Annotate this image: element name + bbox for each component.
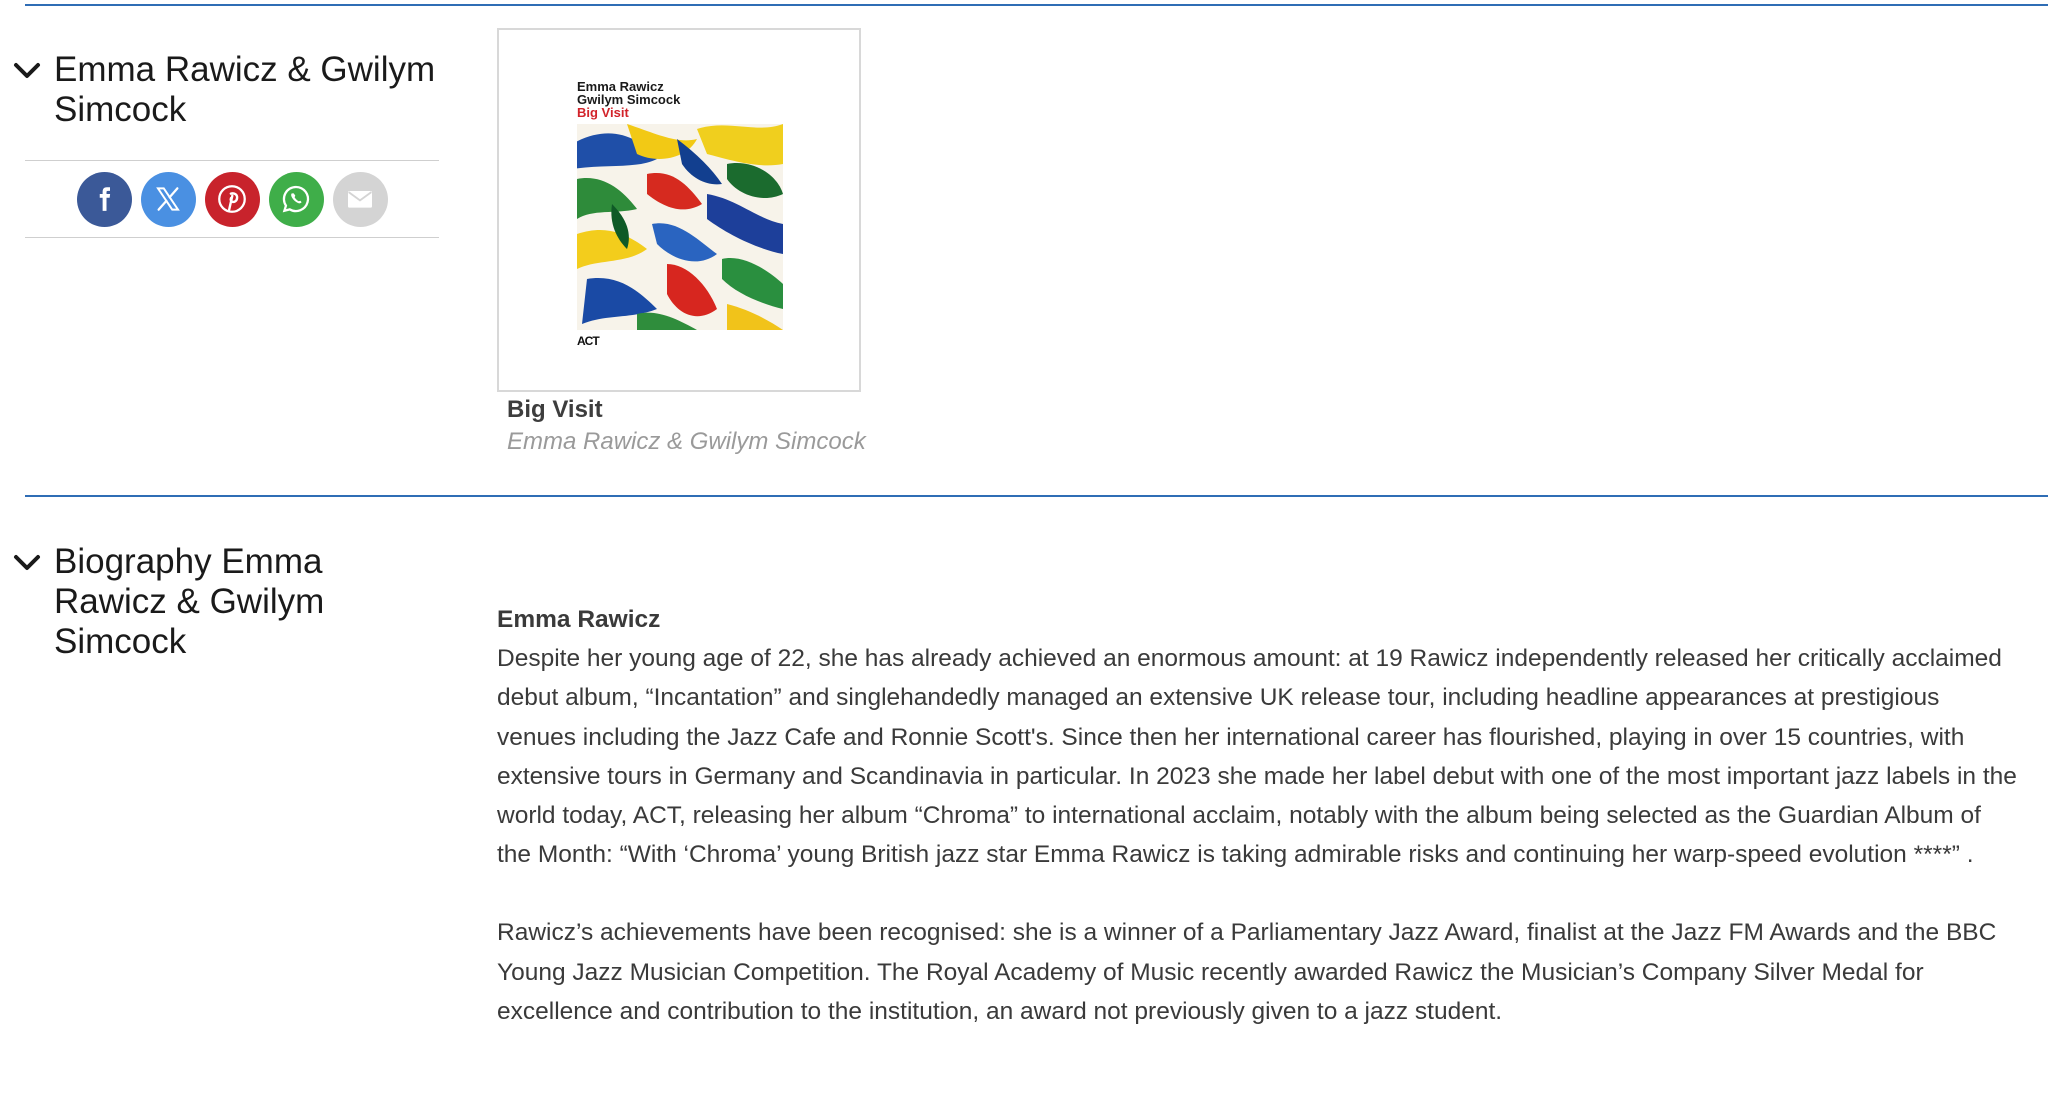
- cover-artist-line-2: Gwilym Simcock: [577, 92, 681, 107]
- biography-text: [497, 600, 2017, 1031]
- pinterest-share-button[interactable]: [205, 172, 260, 227]
- cover-artist-line-1: Emma Rawicz: [577, 79, 664, 94]
- cover-label-logo: ACT: [577, 334, 599, 348]
- pinterest-icon: [215, 182, 249, 216]
- facebook-share-button[interactable]: [77, 172, 132, 227]
- album-section-header[interactable]: [10, 50, 440, 130]
- album-cover: [577, 80, 787, 350]
- bio-paragraph-2: Rawicz’s achievements have been recognised: she is a winner of a Parliamentary Jazz Award, finalist at the Jazz FM Awards and the BBC Young Jazz Musician Competition. The Royal Academy of Music recently awarded Rawicz the Musician’s Company Silver Medal for excellence and contribution to the institution, an award not previously given to a jazz student.: [497, 919, 1997, 1025]
- album-cover-card[interactable]: [497, 28, 861, 392]
- whatsapp-icon: [279, 182, 313, 216]
- whatsapp-share-button[interactable]: [269, 172, 324, 227]
- chevron-down-icon[interactable]: [10, 546, 44, 580]
- section-divider: [25, 495, 2048, 497]
- email-share-button[interactable]: [333, 172, 388, 227]
- cover-title: Big Visit: [577, 105, 629, 120]
- top-divider: [25, 4, 2048, 6]
- bio-section-header[interactable]: [10, 542, 440, 662]
- album-section-title: Emma Rawicz & Gwilym Simcock: [54, 50, 436, 129]
- bio-paragraph-1: Despite her young age of 22, she has already achieved an enormous amount: at 19 Rawicz independently released her critically acclaimed debut album, “Incantation” and singlehandedly managed an extensive UK release tour, including headline appearances at prestigious venues including the Jazz Cafe and Ronnie Scott's. Since then her international career has flourished, playing in over 15 countries, with extensive tours in Germany and Scandinavia in particular. In 2023 she made her label debut with one of the most important jazz labels in the world today, ACT, releasing her album “Chroma” to international acclaim, notably with the album being selected as the Guardian Album of the Month: “With ‘Chroma’ young British jazz star Emma Rawicz is taking admirable risks and continuing her warp-speed evolution ****” .: [497, 645, 2017, 869]
- bio-artist-name: Emma Rawicz: [497, 606, 661, 633]
- x-icon: [153, 184, 183, 214]
- album-title[interactable]: Big Visit: [507, 396, 603, 423]
- bio-section-title: Biography Emma Rawicz & Gwilym Simcock: [54, 542, 325, 661]
- x-share-button[interactable]: [141, 172, 196, 227]
- facebook-icon: [89, 184, 119, 214]
- email-icon: [344, 183, 376, 215]
- chevron-down-icon[interactable]: [10, 54, 44, 88]
- cover-painting: [577, 124, 783, 330]
- share-bar: [25, 160, 439, 238]
- album-artist: Emma Rawicz & Gwilym Simcock: [507, 428, 866, 455]
